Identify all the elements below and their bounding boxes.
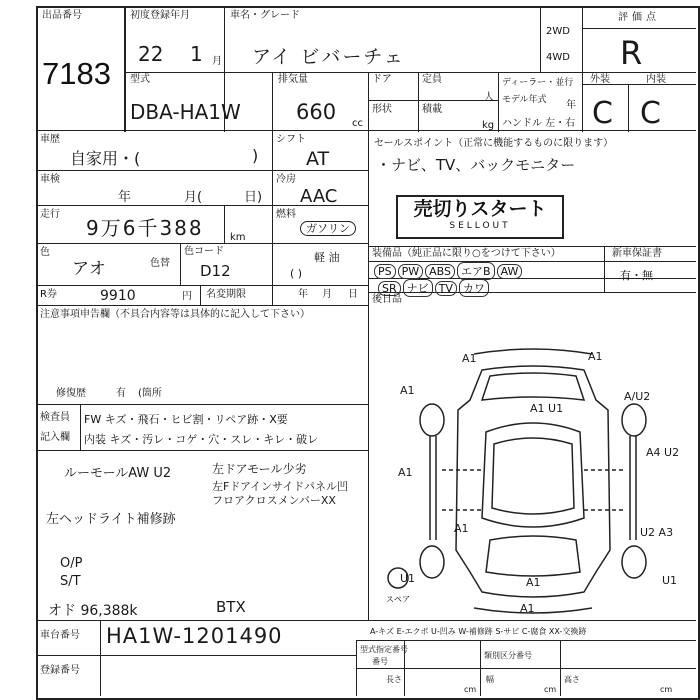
model-year-unit: 年 [566,100,576,111]
aircon-value: AAC [300,186,338,207]
sellout-stamp-main: 売切りスタート [413,198,547,220]
diagram-mark: U2 A3 [640,526,674,539]
equipment-item-0: PS [374,264,396,279]
color-change-label: 色替 [150,258,170,269]
load-label: 積載 [422,104,442,115]
hand-note: ルーモールAW U2 [64,466,172,481]
diagram-mark: A1 [462,352,477,365]
capacity-label: 定員 [422,74,442,85]
fuel-label: 燃料 [276,209,296,220]
shape-label: 形状 [372,104,392,115]
diagram-mark: A1 [588,350,603,363]
sales-point-label: セールスポイント（正常に機能するものに限ります） [374,138,614,149]
car-hood [482,373,584,400]
inspection-label: 車検 [40,174,60,185]
post-items-label: 後日品 [372,294,402,305]
registration-label: 登録番号 [40,665,80,676]
equipment-item-4: AW [497,264,523,279]
recycle-value: 9910 [100,288,136,304]
diagram-mark: A1 U1 [530,402,564,415]
inspection-year: 年 [118,190,132,205]
wheel-rl [420,546,444,578]
car-roof [492,438,574,514]
first-reg-month-unit: 月 [212,56,222,67]
notes-label: 注意事項申告欄（不具合内容等は具体的に記入して下さい） [40,309,310,320]
lot-label: 出品番号 [42,10,82,21]
dim-unit-3: cm [660,685,673,694]
equipment-item-b-2: TV [435,281,457,296]
color-code-label: 色コード [184,246,224,257]
equipment-item-1: PW [398,264,424,279]
history-label: 車歴 [40,134,60,145]
warranty-value: 有・無 [620,269,653,282]
interior-value: C [640,96,661,131]
diagram-mark: A4 U2 [646,446,680,459]
color-code-value: D12 [200,262,231,280]
shift-label: シフト [276,134,306,145]
diagram-mark: U1 [400,572,416,585]
warranty-label: 新車保証書 [612,248,662,259]
door-lines [442,470,624,510]
history-value: 自家用・( [70,149,141,168]
equipment-item-b-0: SR [378,281,401,296]
color-label: 色 [40,247,50,258]
first-reg-label: 初度登録年月 [130,10,190,21]
front-bumper [474,349,592,354]
aircon-label: 冷房 [276,174,296,185]
wheel-fr [622,404,646,436]
hand-note: 左ヘッドライト補修跡 [46,512,176,527]
sales-point-value: ・ナビ、TV、バックモニター [376,156,576,174]
right-side [630,436,636,540]
first-reg-month: 1 [190,42,203,66]
equipment-row-1 [374,262,524,280]
history-close: ) [252,146,259,165]
exterior-label: 外装 [590,74,610,85]
recycle-label: R券 [40,289,57,300]
displacement-value: 660 [296,100,337,124]
car-outline [456,366,610,597]
load-unit: kg [482,120,495,131]
inspection-day: 日) [244,190,263,205]
category-label: 類別区分番号 [484,651,532,660]
score-label: 評価点 [618,12,660,23]
inspection-month: 月( [184,190,203,205]
type-designation-sub: 番号 [372,657,388,666]
repair-place: (箇所 [138,388,162,399]
drive-2wd: 2WD [546,26,570,37]
dim-width: 幅 [486,675,494,684]
first-reg-year: 22 [138,42,164,66]
hand-note: フロアクロスメンバーXX [212,494,336,507]
dim-height: 高さ [564,675,580,684]
hand-note: O/P [60,556,83,571]
inspector-int-row: 内装 キズ・汚レ・コゲ・穴・スレ・キレ・破レ [84,433,319,446]
diagram-mark: U1 [662,574,678,587]
name-change-day: 日 [348,289,358,300]
repair-yes: 有 [116,388,126,399]
equipment-item-b-3: カワ [459,279,489,297]
repair-label: 修復歴 [56,388,86,399]
diagram-mark: A1 [398,466,413,479]
spare-label: スペア [386,595,410,604]
dealer-label: ディーラー・並行 [502,78,574,88]
color-value: アオ [72,259,106,279]
hand-note: 左ドアモール少劣 [212,462,307,476]
chassis-value: HA1W-1201490 [106,624,283,648]
hand-note: オド 96,388k [48,603,138,619]
mileage-unit: km [230,232,246,243]
inspector-label-1: 検査員 [40,412,70,423]
equipment-item-b-1: ナビ [403,279,433,297]
handle-label: ハンドル 左・右 [502,118,576,129]
hand-note: BTX [216,598,246,616]
wheel-rr [622,546,646,578]
equipment-item-3: エアB [457,262,495,280]
mileage-label: 走行 [40,209,60,220]
inspector-label-2: 記入欄 [40,432,70,443]
equipment-item-2: ABS [425,264,455,279]
fuel-gas: ガソリン [300,221,356,236]
interior-label: 内装 [646,74,666,85]
sellout-stamp-sub: SELLOUT [449,221,511,231]
capacity-unit: 人 [484,92,494,103]
diagram-mark: A/U2 [624,390,651,403]
shift-value: AT [306,148,330,170]
car-name-value: アイ ビバーチェ [252,46,405,68]
door-label: ドア [372,74,392,85]
type-designation-label: 型式指定番号 [360,645,408,654]
hand-note: S/T [60,574,81,589]
recycle-unit: 円 [182,291,192,302]
model-value: DBA-HA1W [130,100,241,124]
fuel-paren: ( ) [290,267,303,280]
mileage-value: 9万6千388 [86,216,204,240]
wheel-fl [420,404,444,436]
model-year-label: モデル年式 [502,95,547,105]
displacement-unit: cc [352,118,363,129]
exterior-value: C [592,96,613,131]
displacement-label: 排気量 [278,74,308,85]
chassis-label: 車台番号 [40,630,80,641]
diagram-mark: A1 [400,384,415,397]
name-change-label: 名変期限 [206,289,246,300]
dim-unit-2: cm [544,685,557,694]
hand-note: 左Fドアインサイドパネル凹 [212,480,349,493]
name-change-month: 月 [322,289,332,300]
sellout-stamp [396,195,564,239]
model-label: 型式 [130,74,150,85]
fuel-diesel: 軽 油 [314,251,340,264]
lot-number: 7183 [42,56,111,91]
drive-4wd: 4WD [546,52,570,63]
car-name-label: 車名・グレード [230,10,300,21]
inspector-fw-row: FW キズ・飛石・ヒビ割・リペア跡・X要 [84,413,288,426]
diagram-mark: A1 [454,522,469,535]
damage-legend: A-キズ E-エクボ U-凹み W-補修跡 S-サビ C-腐食 XX-交換跡 [370,627,587,636]
name-change-year: 年 [298,289,308,300]
diagram-mark: A1 [520,602,535,615]
car-damage-diagram [370,340,696,620]
dim-length: 長さ [386,675,402,684]
left-side [430,436,436,540]
equipment-label: 装備品（純正品に限り○をつけて下さい） [372,248,561,259]
diagram-mark: A1 [526,576,541,589]
dim-unit-1: cm [464,685,477,694]
car-rear [486,536,580,576]
score-value: R [620,34,643,72]
